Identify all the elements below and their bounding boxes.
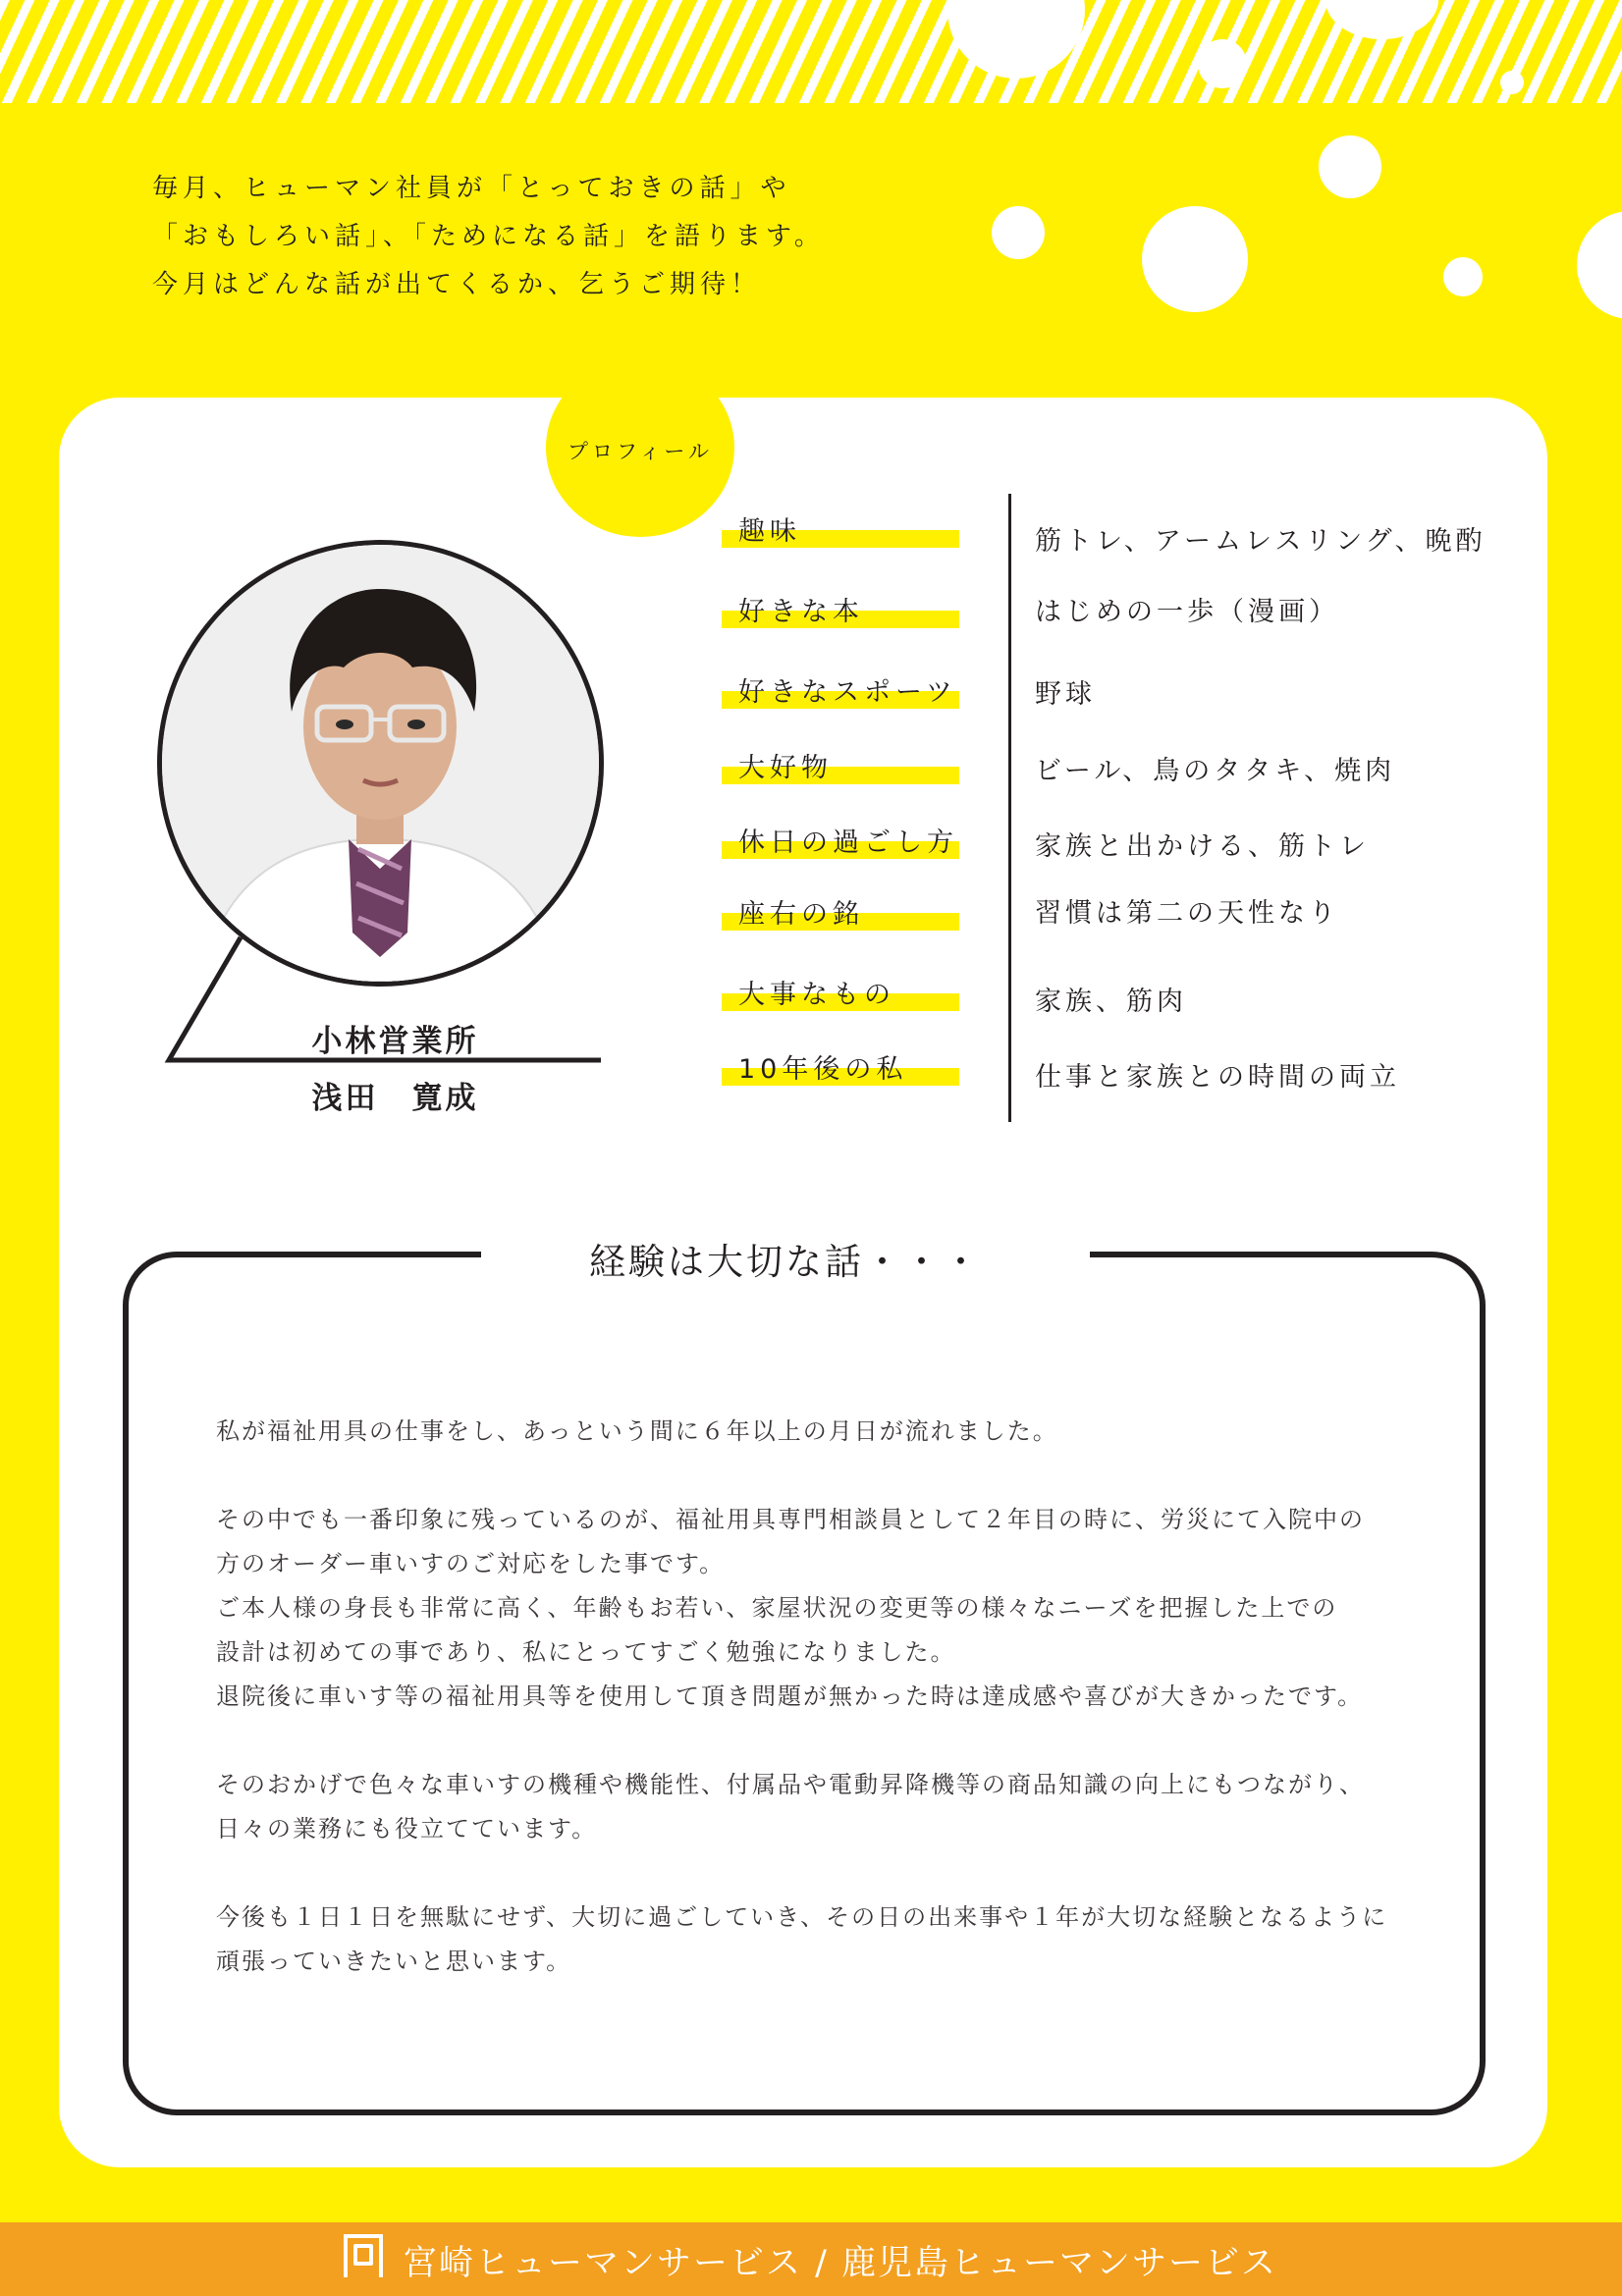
profile-photo xyxy=(157,540,604,987)
intro-line: 毎月、ヒューマン社員が「とっておきの話」や xyxy=(152,174,791,203)
profile-label-book: 好きな本 xyxy=(738,597,864,627)
profile-badge-label: プロフィール xyxy=(568,440,713,463)
profile-value-motto: 習慣は第二の天性なり xyxy=(1035,898,1339,929)
profile-label-favorite: 大好物 xyxy=(738,753,833,783)
profile-value-book: はじめの一歩（漫画） xyxy=(1035,597,1339,627)
portrait-image xyxy=(162,545,599,982)
story-body xyxy=(216,1410,1453,1984)
person-name: 浅田 寛成 xyxy=(311,1081,479,1116)
story-line: そのおかげで色々な車いすの機種や機能性、付属品や電動昇降機等の商品知識の向上にもつながり、 xyxy=(216,1771,1365,1798)
decor-dot xyxy=(1500,71,1524,94)
profile-label-motto: 座右の銘 xyxy=(738,899,864,930)
story-line: 設計は初めての事であり、私にとってすごく勉強になりました。 xyxy=(216,1638,956,1666)
profile-label-important: 大事なもの xyxy=(738,980,895,1010)
story-line: 頑張っていきたいと思います。 xyxy=(216,1948,572,1975)
profile-divider xyxy=(1008,494,1011,1122)
profile-label-hobby: 趣味 xyxy=(738,516,801,547)
decor-dot xyxy=(1577,211,1622,319)
profile-value-sport: 野球 xyxy=(1035,679,1096,710)
decor-dot xyxy=(1198,39,1247,88)
decor-dot xyxy=(992,206,1045,259)
story-line: 私が福祉用具の仕事をし、あっという間に６年以上の月日が流れました。 xyxy=(216,1417,1058,1445)
decor-dot xyxy=(1142,206,1248,312)
branch-name: 小林営業所 xyxy=(311,1024,479,1059)
footer-company-names: 宮崎ヒューマンサービス / 鹿児島ヒューマンサービス xyxy=(403,2244,1278,2283)
story-line: 退院後に車いす等の福祉用具等を使用して頂き問題が無かった時は達成感や喜びが大きかったです。 xyxy=(216,1682,1364,1710)
story-line: その中でも一番印象に残っているのが、福祉用具専門相談員として２年目の時に、労災にて入院中の xyxy=(216,1506,1365,1533)
profile-label-sport: 好きなスポーツ xyxy=(738,677,957,708)
decor-dot xyxy=(1443,257,1483,296)
profile-label-holiday: 休日の過ごし方 xyxy=(738,828,958,858)
profile-value-important: 家族、筋肉 xyxy=(1035,987,1187,1017)
profile-label-future: 10年後の私 xyxy=(738,1054,908,1085)
story-line: 日々の業務にも役立てています。 xyxy=(216,1815,598,1842)
intro-line: 「おもしろい話」、「ためになる話」を語ります。 xyxy=(152,222,825,251)
intro-line: 今月はどんな話が出てくるか、乞うご期待！ xyxy=(152,270,762,299)
story-title: 経験は大切な話・・・ xyxy=(589,1241,982,1283)
profile-value-hobby: 筋トレ、アームレスリング、晩酌 xyxy=(1035,526,1487,557)
decor-dot xyxy=(1319,135,1381,198)
story-line: 今後も１日１日を無駄にせず、大切に過ごしていき、その日の出来事や１年が大切な経験となるように xyxy=(216,1903,1388,1931)
story-line: ご本人様の身長も非常に高く、年齢もお若い、家屋状況の変更等の様々なニーズを把握した上での xyxy=(216,1594,1338,1622)
story-line: 方のオーダー車いすのご対応をした事です。 xyxy=(216,1550,726,1577)
profile-value-future: 仕事と家族との時間の両立 xyxy=(1035,1062,1400,1093)
company-logo-inner xyxy=(353,2244,373,2266)
profile-value-holiday: 家族と出かける、筋トレ xyxy=(1035,831,1370,862)
profile-value-favorite: ビール、鳥のタタキ、焼肉 xyxy=(1035,756,1396,786)
